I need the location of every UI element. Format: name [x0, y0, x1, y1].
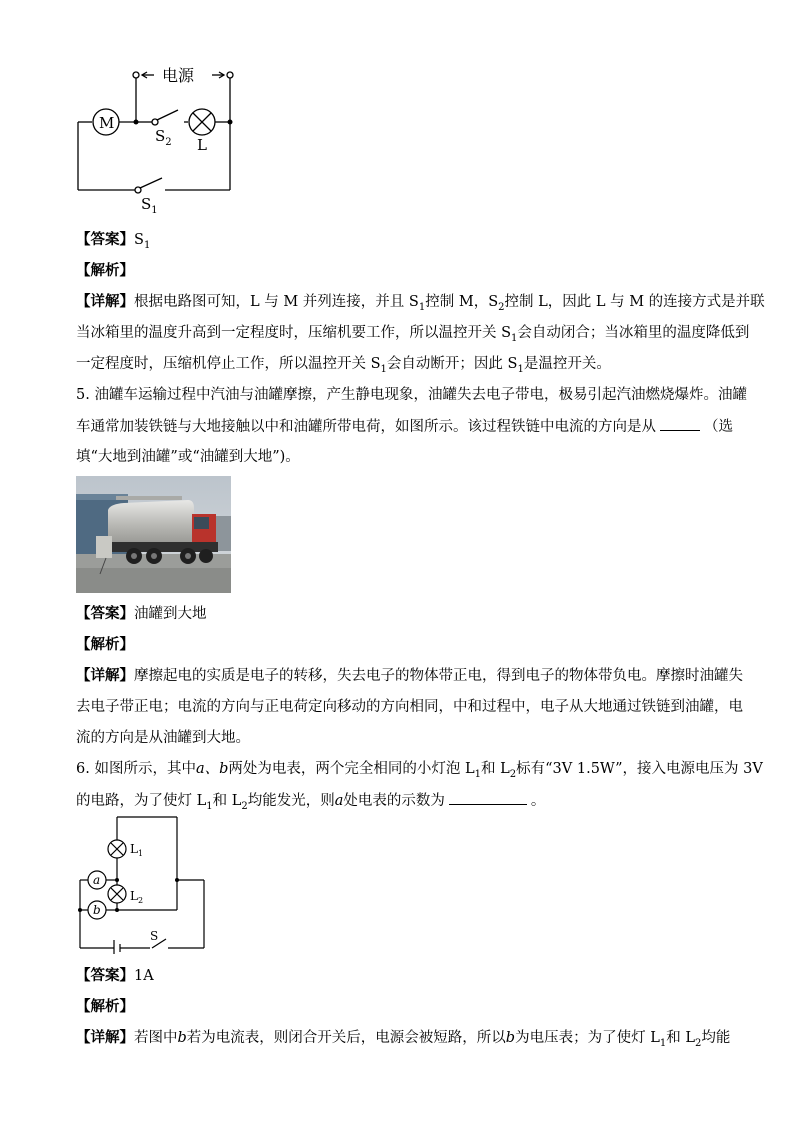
q5-question-line1: 5. 油罐车运输过程中汽油与油罐摩擦，产生静电现象，油罐失去电子带电，极易引起汽油燃烧爆炸。油罐	[76, 387, 747, 403]
q6-question-line2: 的电路，为了使灯 $L_1$和 $L_2$均能发光，则a处电表的示数为 。	[76, 790, 545, 817]
circuit-diagram-meters	[70, 812, 215, 954]
q6-answer-blank	[449, 790, 527, 805]
q4-detail-line1: 【详解】根据电路图可知，L 与 M 并列连接，并且 $S_1$控制 M，$S_2$控制 L，因此 L 与 M 的连接方式是并联	[76, 293, 765, 313]
source-label: 电源	[162, 66, 195, 85]
lamp-l2-label: $L_2$	[130, 889, 144, 905]
q4-analysis-tag: 【解析】	[76, 262, 134, 279]
q5-answer-blank	[660, 416, 700, 431]
circuit-diagram-fridge	[70, 62, 250, 217]
motor-label: M	[99, 114, 115, 132]
q5-question-line2: 车通常加装铁链与大地接触以中和油罐所带电荷，如图所示。该过程铁链中电流的方向是从 （选	[76, 416, 733, 437]
lamp-l1-label: $L_1$	[130, 842, 144, 858]
lamp-label: L	[197, 136, 207, 154]
switch-s2-label: $S_2$	[155, 127, 172, 148]
q4-detail-line3: 一定程度时，压缩机停止工作，所以温控开关 $S_1$会自动断开；因此 $S_1$是温控开关。	[76, 356, 611, 375]
meter-b-label: b	[93, 903, 101, 917]
q6-detail-line1: 【详解】若图中b若为电流表，则闭合开关后，电源会被短路，所以b为电压表；为了使灯 $L_1$和 $L_2$均能	[76, 1029, 731, 1049]
q6-answer: 【答案】1A	[76, 967, 154, 984]
q5-answer: 【答案】油罐到大地	[76, 605, 207, 622]
q5-analysis-tag: 【解析】	[76, 636, 134, 653]
q4-detail-line2: 当冰箱里的温度升高到一定程度时，压缩机要工作，所以温控开关 $S_1$会自动闭合；当冰箱里的温度降低到	[76, 325, 750, 344]
tanker-truck-photo	[76, 476, 231, 593]
switch-s1-label: $S_1$	[141, 195, 158, 216]
q6-question-line1: 6. 如图所示，其中a、b两处为电表，两个完全相同的小灯泡 $L_1$和 $L_2$标有“3V 1.5W”，接入电源电压为 3V	[76, 761, 763, 780]
q5-detail-line3: 流的方向是从油罐到大地。	[76, 730, 250, 746]
q5-question-line3: 填“大地到油罐”或“油罐到大地”)。	[76, 449, 300, 465]
meter-a-label: a	[93, 873, 101, 887]
q5-detail-line1: 【详解】摩擦起电的实质是电子的转移，失去电子的物体带正电，得到电子的物体带负电。摩擦时油罐失	[76, 667, 743, 684]
switch-s-label: S	[150, 929, 159, 943]
q5-detail-line2: 去电子带正电；电流的方向与正电荷定向移动的方向相同，中和过程中，电子从大地通过铁链到油罐，电	[76, 699, 743, 715]
q4-answer: 【答案】$S_1$	[76, 231, 151, 251]
q6-analysis-tag: 【解析】	[76, 998, 134, 1015]
